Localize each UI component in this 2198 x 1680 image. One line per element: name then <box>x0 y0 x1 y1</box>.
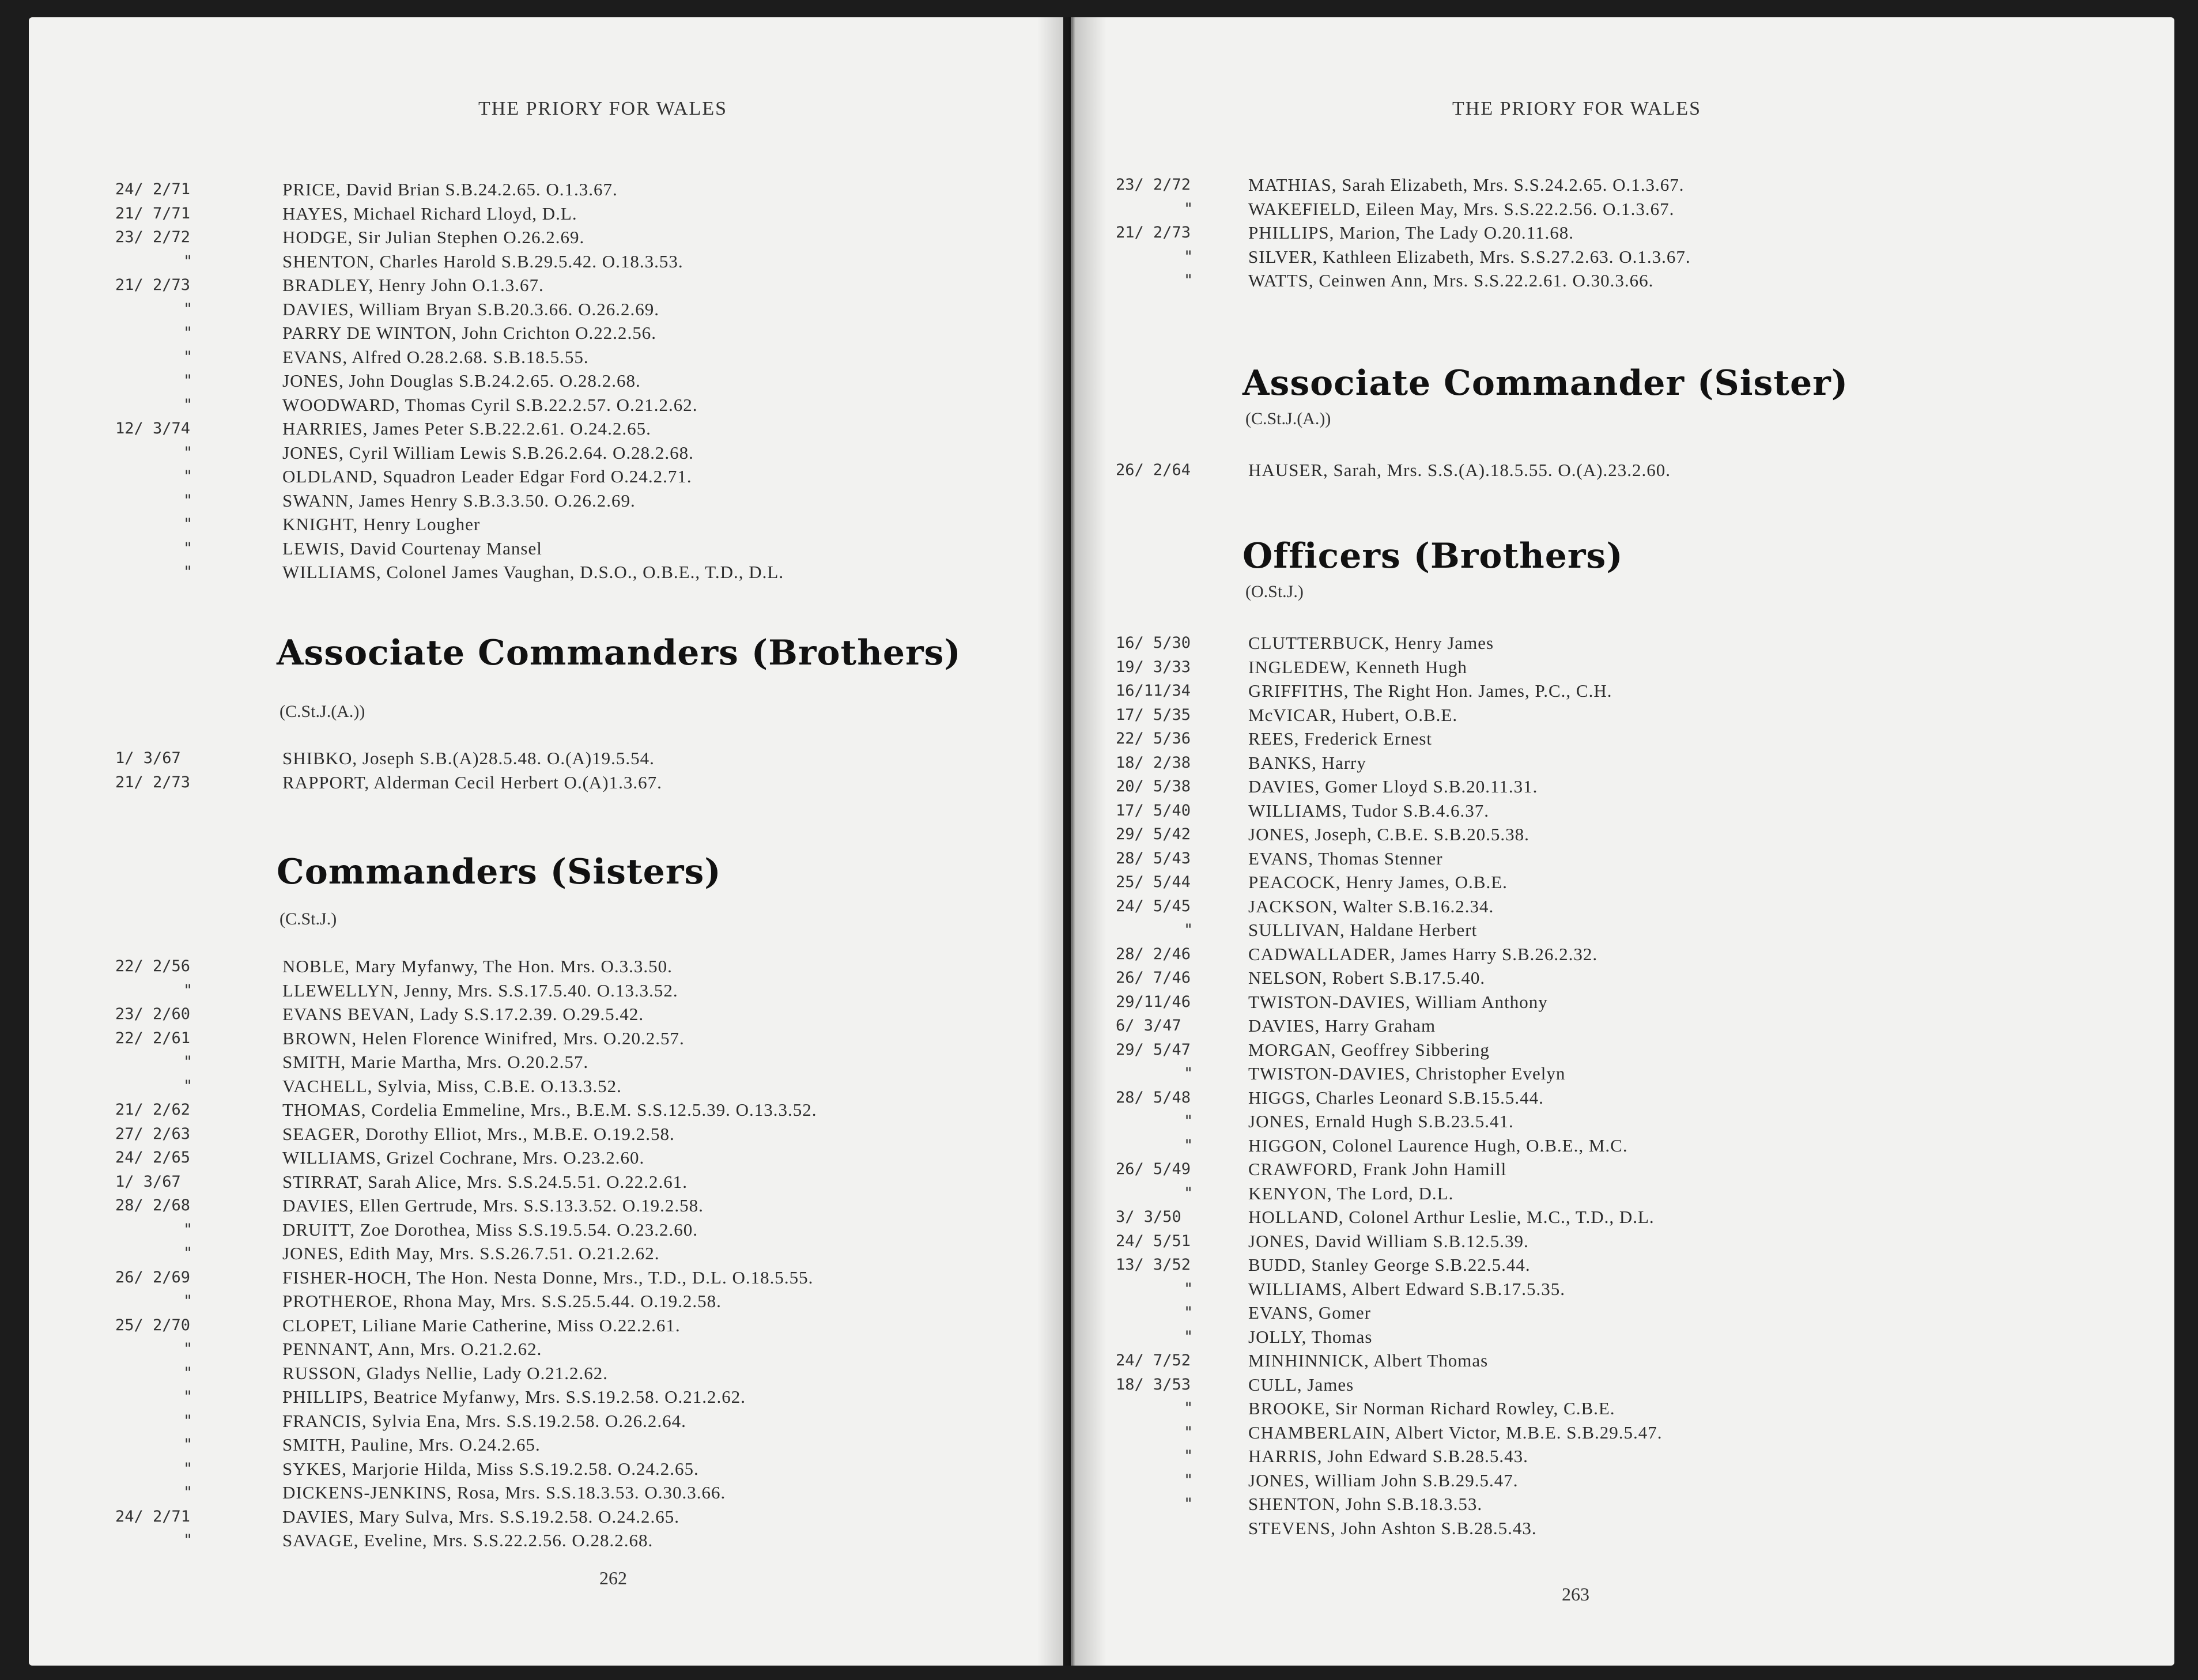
entry-date: " <box>1184 1399 1194 1417</box>
section-heading: Associate Commander (Sister) <box>1242 363 1849 403</box>
entry-date: 28/ 5/48 <box>1116 1088 1191 1107</box>
entry-text: JONES, Joseph, C.B.E. S.B.20.5.38. <box>1248 824 1529 844</box>
entry-date: " <box>183 515 193 533</box>
entry-text: JONES, Edith May, Mrs. S.S.26.7.51. O.21.2.62. <box>282 1243 660 1263</box>
entry-text: WAKEFIELD, Eileen May, Mrs. S.S.22.2.56. O.1.3.67. <box>1248 198 1675 219</box>
entry-text: HOLLAND, Colonel Arthur Leslie, M.C., T.D., D.L. <box>1248 1207 1655 1227</box>
entry-text: SAVAGE, Eveline, Mrs. S.S.22.2.56. O.28.2.68. <box>282 1530 654 1550</box>
entry-date: " <box>183 1077 193 1095</box>
entry-date: 24/ 2/65 <box>115 1149 191 1166</box>
entry-date: " <box>183 981 193 999</box>
entry-text: SYKES, Marjorie Hilda, Miss S.S.19.2.58. O.24.2.65. <box>282 1458 699 1479</box>
entry-text: TWISTON-DAVIES, Christopher Evelyn <box>1248 1063 1566 1083</box>
entry-text: JONES, John Douglas S.B.24.2.65. O.28.2.68. <box>282 371 641 391</box>
entry-text: DAVIES, Mary Sulva, Mrs. S.S.19.2.58. O.24.2.65. <box>282 1506 679 1527</box>
entry-text: SMITH, Marie Martha, Mrs. O.20.2.57. <box>282 1052 589 1072</box>
entry-text: SHENTON, Charles Harold S.B.29.5.42. O.18.3.53. <box>282 251 683 271</box>
entry-text: EVANS, Thomas Stenner <box>1248 848 1443 869</box>
entry-text: CLOPET, Liliane Marie Catherine, Miss O.22.2.61. <box>282 1315 681 1335</box>
entry-text: PENNANT, Ann, Mrs. O.21.2.62. <box>282 1339 542 1359</box>
entry-date: " <box>183 1220 193 1239</box>
entry-text: HAYES, Michael Richard Lloyd, D.L. <box>282 203 577 224</box>
entry-text: WILLIAMS, Albert Edward S.B.17.5.35. <box>1248 1278 1566 1299</box>
entry-text: STEVENS, John Ashton S.B.28.5.43. <box>1248 1517 1537 1538</box>
entry-date: 1/ 3/67 <box>115 1172 181 1191</box>
entry-text: HARRIS, John Edward S.B.28.5.43. <box>1248 1446 1528 1466</box>
entry-date: " <box>183 1483 193 1501</box>
entry-text: STIRRAT, Sarah Alice, Mrs. S.S.24.5.51. O.22.2.61. <box>282 1171 688 1192</box>
entry-date: " <box>183 443 193 462</box>
entry-date: 26/ 2/64 <box>1116 461 1191 479</box>
entry-text: HAUSER, Sarah, Mrs. S.S.(A).18.5.55. O.(A).23.2.60. <box>1248 460 1671 480</box>
entry-date: " <box>183 1292 193 1310</box>
entry-text: THOMAS, Cordelia Emmeline, Mrs., B.E.M. S.S.12.5.39. O.13.3.52. <box>282 1100 817 1120</box>
entry-date: 19/ 3/33 <box>1116 658 1191 676</box>
entry-text: VACHELL, Sylvia, Miss, C.B.E. O.13.3.52. <box>282 1075 622 1096</box>
running-head: THE PRIORY FOR WALES <box>1452 98 1701 119</box>
entry-text: LLEWELLYN, Jenny, Mrs. S.S.17.5.40. O.13.3.52. <box>282 980 678 1001</box>
entry-date: " <box>1184 1279 1194 1298</box>
entry-date: " <box>183 1340 193 1358</box>
entry-text: WOODWARD, Thomas Cyril S.B.22.2.57. O.21.2.62. <box>282 394 698 415</box>
entry-text: DAVIES, William Bryan S.B.20.3.66. O.26.2.69. <box>282 299 660 319</box>
entry-date: 25/ 5/44 <box>1116 873 1191 891</box>
entry-text: FRANCIS, Sylvia Ena, Mrs. S.S.19.2.58. O.26.2.64. <box>282 1410 686 1431</box>
entry-date: " <box>183 252 193 270</box>
entry-text: PRICE, David Brian S.B.24.2.65. O.1.3.67. <box>282 179 618 199</box>
entry-date: " <box>1184 1064 1194 1082</box>
entry-text: JONES, William John S.B.29.5.47. <box>1248 1470 1519 1490</box>
entry-text: SHIBKO, Joseph S.B.(A)28.5.48. O.(A)19.5.54. <box>282 748 655 768</box>
entry-date: 29/11/46 <box>1116 992 1191 1011</box>
entry-date: " <box>183 1244 193 1262</box>
entry-text: RUSSON, Gladys Nellie, Lady O.21.2.62. <box>282 1362 608 1383</box>
entry-text: CHAMBERLAIN, Albert Victor, M.B.E. S.B.29.5.47. <box>1248 1422 1663 1443</box>
entry-text: EVANS BEVAN, Lady S.S.17.2.39. O.29.5.42. <box>282 1004 644 1024</box>
entry-text: WILLIAMS, Grizel Cochrane, Mrs. O.23.2.60. <box>282 1147 645 1168</box>
entry-text: NOBLE, Mary Myfanwy, The Hon. Mrs. O.3.3.50. <box>282 956 673 976</box>
entry-date: 23/ 2/72 <box>115 228 191 246</box>
entry-text: EVANS, Gomer <box>1248 1303 1371 1323</box>
entry-text: JONES, Cyril William Lewis S.B.26.2.64. O.28.2.68. <box>282 442 694 463</box>
entry-date: 25/ 2/70 <box>115 1316 191 1334</box>
entry-text: DAVIES, Harry Graham <box>1248 1015 1436 1036</box>
entry-text: NELSON, Robert S.B.17.5.40. <box>1248 968 1486 988</box>
entry-date: 18/ 2/38 <box>1116 753 1191 772</box>
entry-date: 18/ 3/53 <box>1116 1375 1191 1394</box>
entry-date: " <box>1184 271 1194 289</box>
entry-date: 21/ 2/62 <box>115 1101 191 1119</box>
entry-date: 27/ 2/63 <box>115 1124 191 1143</box>
entry-date: 13/ 3/52 <box>1116 1256 1191 1274</box>
entry-date: 24/ 7/52 <box>1116 1351 1191 1369</box>
section-heading: Commanders (Sisters) <box>277 852 722 892</box>
entry-text: REES, Frederick Ernest <box>1248 728 1433 749</box>
entry-date: 28/ 5/43 <box>1116 849 1191 867</box>
entry-text: PARRY DE WINTON, John Crichton O.22.2.56. <box>282 323 656 343</box>
entry-date: 1/ 3/67 <box>115 749 181 767</box>
entry-text: INGLEDEW, Kenneth Hugh <box>1248 656 1467 677</box>
entry-text: BROOKE, Sir Norman Richard Rowley, C.B.E. <box>1248 1398 1615 1418</box>
entry-date: 6/ 3/47 <box>1116 1017 1181 1035</box>
entry-date: 26/ 5/49 <box>1116 1160 1191 1178</box>
entry-text: McVICAR, Hubert, O.B.E. <box>1248 704 1458 725</box>
entry-text: PHILLIPS, Beatrice Myfanwy, Mrs. S.S.19.2.58. O.21.2.62. <box>282 1387 746 1407</box>
entry-text: CRAWFORD, Frank John Hamill <box>1248 1159 1507 1179</box>
entry-text: CULL, James <box>1248 1374 1354 1395</box>
entry-date: " <box>1184 1112 1194 1130</box>
entry-text: BRADLEY, Henry John O.1.3.67. <box>282 275 544 295</box>
entry-date: 16/ 5/30 <box>1116 634 1191 652</box>
entry-text: BROWN, Helen Florence Winifred, Mrs. O.20.2.57. <box>282 1028 685 1048</box>
entry-text: JOLLY, Thomas <box>1248 1326 1373 1347</box>
entry-text: PROTHEROE, Rhona May, Mrs. S.S.25.5.44. O.19.2.58. <box>282 1291 722 1311</box>
entry-date: " <box>183 1364 193 1382</box>
entry-text: CLUTTERBUCK, Henry James <box>1248 633 1494 653</box>
entry-text: HARRIES, James Peter S.B.22.2.61. O.24.2.65. <box>282 418 651 439</box>
section-subheading: (C.St.J.) <box>280 909 337 928</box>
entry-date: 17/ 5/40 <box>1116 801 1191 820</box>
entry-text: JACKSON, Walter S.B.16.2.34. <box>1248 896 1494 916</box>
entry-text: DAVIES, Gomer Lloyd S.B.20.11.31. <box>1248 776 1538 796</box>
entry-text: WILLIAMS, Tudor S.B.4.6.37. <box>1248 800 1489 821</box>
entry-text: OLDLAND, Squadron Leader Edgar Ford O.24.2.71. <box>282 466 692 486</box>
entry-text: WILLIAMS, Colonel James Vaughan, D.S.O., O.B.E., T.D., D.L. <box>282 562 784 582</box>
entry-text: SMITH, Pauline, Mrs. O.24.2.65. <box>282 1434 541 1455</box>
entry-text: DRUITT, Zoe Dorothea, Miss S.S.19.5.54. O.23.2.60. <box>282 1219 698 1240</box>
entry-text: GRIFFITHS, The Right Hon. James, P.C., C.H. <box>1248 681 1612 701</box>
entry-date: 28/ 2/68 <box>115 1196 191 1214</box>
entry-date: 21/ 7/71 <box>115 204 191 222</box>
entry-date: 16/11/34 <box>1116 682 1191 700</box>
entry-date: " <box>183 372 193 390</box>
entry-date: 22/ 2/61 <box>115 1029 191 1047</box>
section-heading: Associate Commanders (Brothers) <box>277 633 961 673</box>
entry-text: JONES, David William S.B.12.5.39. <box>1248 1230 1529 1251</box>
page-number: 262 <box>599 1568 627 1588</box>
entry-date: 24/ 5/45 <box>1116 897 1191 915</box>
entry-date: " <box>1184 921 1194 939</box>
entry-date: 24/ 5/51 <box>1116 1232 1191 1250</box>
entry-text: DAVIES, Ellen Gertrude, Mrs. S.S.13.3.52. O.19.2.58. <box>282 1195 704 1215</box>
entry-text: KNIGHT, Henry Lougher <box>282 514 481 534</box>
entry-date: 28/ 2/46 <box>1116 945 1191 963</box>
entry-text: FISHER-HOCH, The Hon. Nesta Donne, Mrs., T.D., D.L. O.18.5.55. <box>282 1267 814 1288</box>
entry-date: " <box>183 324 193 342</box>
entry-date: " <box>183 539 193 557</box>
entry-date: " <box>183 1531 193 1549</box>
entry-date: " <box>1184 199 1194 218</box>
entry-date: " <box>183 348 193 366</box>
section-subheading: (C.St.J.(A.)) <box>1245 409 1331 428</box>
entry-date: 29/ 5/47 <box>1116 1040 1191 1059</box>
entry-text: HIGGON, Colonel Laurence Hugh, O.B.E., M.C. <box>1248 1135 1628 1156</box>
page-number: 263 <box>1562 1584 1589 1605</box>
entry-text: SWANN, James Henry S.B.3.3.50. O.26.2.69. <box>282 490 636 511</box>
entry-date: " <box>183 1053 193 1071</box>
entry-text: TWISTON-DAVIES, William Anthony <box>1248 991 1548 1012</box>
entry-date: 23/ 2/60 <box>115 1005 191 1023</box>
entry-text: BANKS, Harry <box>1248 752 1366 773</box>
running-head: THE PRIORY FOR WALES <box>478 98 727 119</box>
entry-text: SULLIVAN, Haldane Herbert <box>1248 920 1478 940</box>
entry-date: " <box>1184 1447 1194 1465</box>
entry-text: LEWIS, David Courtenay Mansel <box>282 538 542 558</box>
section-subheading: (C.St.J.(A.)) <box>280 702 365 721</box>
entry-text: SILVER, Kathleen Elizabeth, Mrs. S.S.27.2.63. O.1.3.67. <box>1248 246 1691 267</box>
entry-date: 3/ 3/50 <box>1116 1208 1181 1226</box>
entry-date: 26/ 2/69 <box>115 1268 191 1286</box>
entry-text: SEAGER, Dorothy Elliot, Mrs., M.B.E. O.19.2.58. <box>282 1123 675 1144</box>
entry-date: " <box>183 1411 193 1430</box>
entry-date: " <box>1184 1136 1194 1154</box>
entry-date: " <box>1184 1423 1194 1441</box>
entry-date: 26/ 7/46 <box>1116 969 1191 987</box>
entry-date: " <box>1184 1304 1194 1322</box>
entry-text: BUDD, Stanley George S.B.22.5.44. <box>1248 1255 1531 1275</box>
entry-text: MINHINNICK, Albert Thomas <box>1248 1350 1489 1371</box>
section-subheading: (O.St.J.) <box>1245 582 1304 601</box>
entry-text: PEACOCK, Henry James, O.B.E. <box>1248 872 1508 892</box>
entry-date: 24/ 2/71 <box>115 1507 191 1526</box>
entry-date: " <box>183 1459 193 1478</box>
entry-date: 20/ 5/38 <box>1116 777 1191 795</box>
entry-date: 21/ 2/73 <box>1116 224 1191 241</box>
entry-date: " <box>1184 1495 1194 1513</box>
entry-date: 17/ 5/35 <box>1116 705 1191 724</box>
entry-text: DICKENS-JENKINS, Rosa, Mrs. S.S.18.3.53. O.30.3.66. <box>282 1482 726 1502</box>
entry-date: 21/ 2/73 <box>115 276 191 294</box>
entry-text: EVANS, Alfred O.28.2.68. S.B.18.5.55. <box>282 346 589 367</box>
entry-date: " <box>183 300 193 318</box>
entry-date: " <box>183 1388 193 1406</box>
entry-date: 24/ 2/71 <box>115 180 191 198</box>
section-heading: Officers (Brothers) <box>1242 536 1623 576</box>
right-page <box>1071 17 2174 1666</box>
entry-date: 12/ 3/74 <box>115 420 191 437</box>
entry-text: CADWALLADER, James Harry S.B.26.2.32. <box>1248 943 1598 964</box>
entry-text: MATHIAS, Sarah Elizabeth, Mrs. S.S.24.2.65. O.1.3.67. <box>1248 175 1685 195</box>
entry-text: HIGGS, Charles Leonard S.B.15.5.44. <box>1248 1087 1544 1108</box>
entry-date: " <box>1184 1471 1194 1489</box>
entry-text: WATTS, Ceinwen Ann, Mrs. S.S.22.2.61. O.30.3.66. <box>1248 270 1654 290</box>
entry-text: RAPPORT, Alderman Cecil Herbert O.(A)1.3.67. <box>282 772 662 792</box>
entry-date: " <box>183 1436 193 1454</box>
entry-date: " <box>1184 247 1194 266</box>
entry-date: 22/ 5/36 <box>1116 730 1191 747</box>
entry-date: " <box>1184 1184 1194 1202</box>
entry-text: MORGAN, Geoffrey Sibbering <box>1248 1039 1490 1060</box>
entry-date: " <box>183 563 193 581</box>
entry-date: 21/ 2/73 <box>115 773 191 791</box>
entry-text: KENYON, The Lord, D.L. <box>1248 1183 1454 1203</box>
entry-text: JONES, Ernald Hugh S.B.23.5.41. <box>1248 1111 1514 1131</box>
entry-date: " <box>183 467 193 485</box>
left-page <box>29 17 1063 1666</box>
entry-date: " <box>183 491 193 509</box>
entry-date: 22/ 2/56 <box>115 957 191 975</box>
entry-date: " <box>1184 1327 1194 1346</box>
entry-date: 29/ 5/42 <box>1116 825 1191 843</box>
entry-text: PHILLIPS, Marion, The Lady O.20.11.68. <box>1248 222 1574 243</box>
entry-date: 23/ 2/72 <box>1116 176 1191 194</box>
entry-text: SHENTON, John S.B.18.3.53. <box>1248 1494 1483 1514</box>
entry-text: HODGE, Sir Julian Stephen O.26.2.69. <box>282 227 585 247</box>
entry-date: " <box>183 395 193 414</box>
